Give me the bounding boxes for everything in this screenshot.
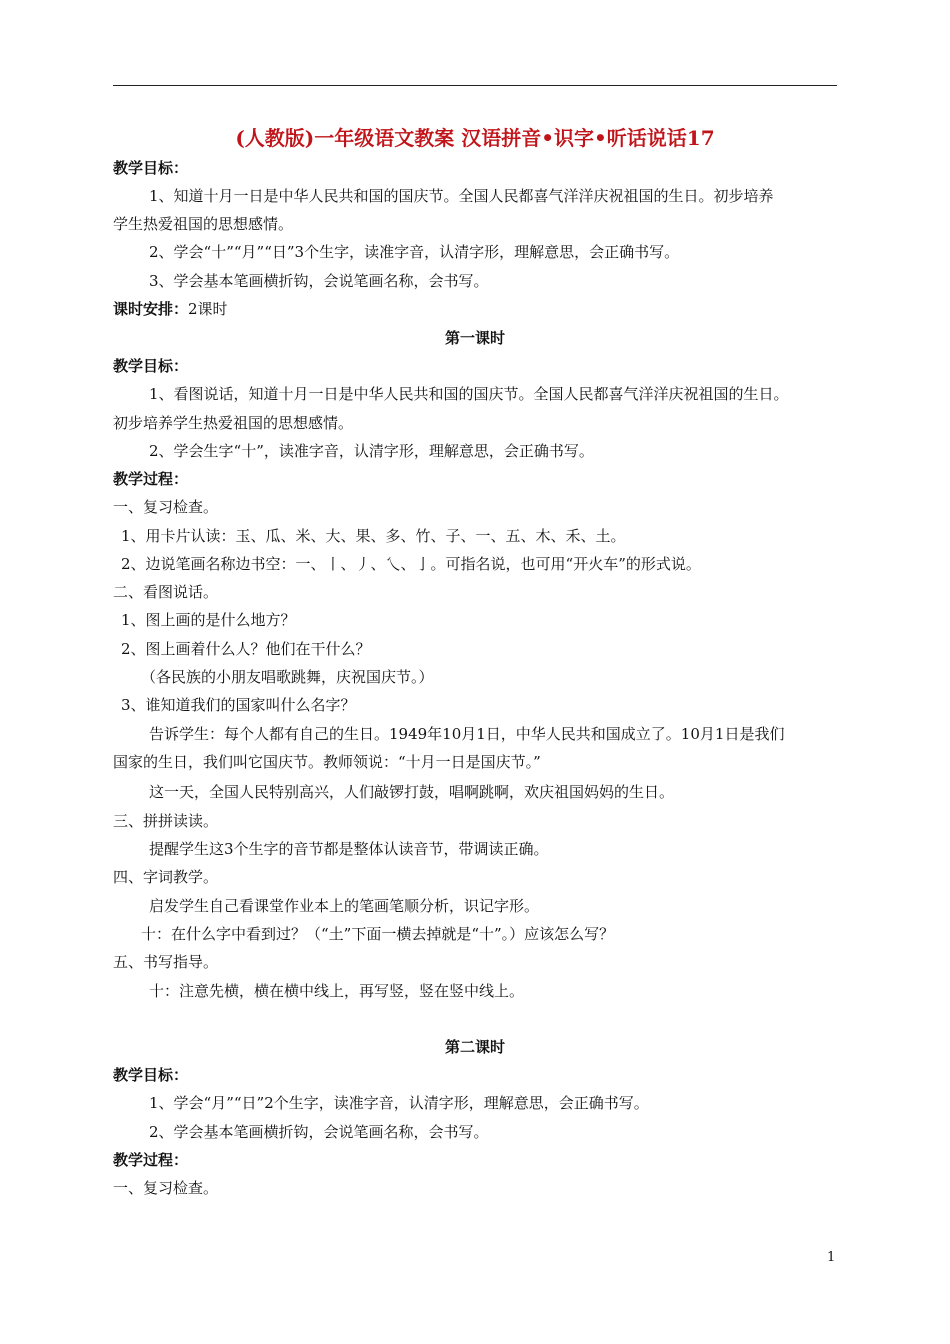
process-step-2-3-text-2: 国家的生日，我们叫它国庆节。教师领说：“十月一日是国庆节。” <box>113 753 541 771</box>
goal-2: 2、学会“十”“月”“日”3个生字，读准字音，认清字形，理解意思，会正确书写。 <box>149 243 680 261</box>
lesson-1-process-heading: 教学过程： <box>113 470 189 488</box>
process-step-5-text: 十：注意先横，横在横中线上，再写竖，竖在竖中线上。 <box>149 982 525 1000</box>
goal-3: 3、学会基本笔画横折钩，会说笔画名称，会书写。 <box>149 272 489 290</box>
schedule-value: 2课时 <box>188 300 228 318</box>
class-schedule <box>113 299 228 319</box>
process-step-4: 四、字词教学。 <box>113 868 219 886</box>
process-step-1: 一、复习检查。 <box>113 498 219 516</box>
lesson-2-process-heading: 教学过程： <box>113 1151 189 1169</box>
process-step-5: 五、书写指导。 <box>113 953 219 971</box>
process-step-2-2-note: （各民族的小朋友唱歌跳舞，庆祝国庆节。） <box>141 668 434 686</box>
section-heading-goals: 教学目标： <box>113 159 189 177</box>
process-step-3: 三、拼拼读读。 <box>113 812 219 830</box>
process-step-3-text: 提醒学生这3个生字的音节都是整体认读音节，带调读正确。 <box>149 840 549 858</box>
process-step-1-1: 1、用卡片认读：玉、瓜、米、大、果、多、竹、子、一、五、木、禾、土。 <box>121 527 626 545</box>
lesson-1-goal-2: 2、学会生字“十”，读准字音，认清字形，理解意思，会正确书写。 <box>149 442 594 460</box>
document-title: (人教版)一年级语文教案 汉语拼音•识字•听话说话17 <box>235 126 715 150</box>
lesson-1-goal-1-line-1: 1、看图说话，知道十月一日是中华人民共和国的国庆节。全国人民都喜气洋洋庆祝祖国的生日。 <box>149 385 789 403</box>
process-step-4-question: 十：在什么字中看到过？（“土”下面一横去掉就是“十”。）应该怎么写？ <box>141 925 615 943</box>
lesson-1-goals-heading: 教学目标： <box>113 357 189 375</box>
header-rule <box>113 85 837 86</box>
lesson-1-goal-1-line-2: 初步培养学生热爱祖国的思想感情。 <box>113 414 354 432</box>
process-step-2: 二、看图说话。 <box>113 583 219 601</box>
process-step-2-3: 3、谁知道我们的国家叫什么名字？ <box>121 696 356 714</box>
lesson-2-step-1: 一、复习检查。 <box>113 1179 219 1197</box>
lesson-2-goal-1: 1、学会“月”“日”2个生字，读准字音，认清字形，理解意思，会正确书写。 <box>149 1094 649 1112</box>
process-step-2-3-text-1: 告诉学生：每个人都有自己的生日。1949年10月1日，中华人民共和国成立了。10月1日是我们 <box>149 725 785 743</box>
page-number: 1 <box>827 1250 836 1265</box>
lesson-2-goals-heading: 教学目标： <box>113 1066 189 1084</box>
schedule-label: 课时安排： <box>113 300 189 318</box>
lesson-1-heading: 第一课时 <box>444 329 505 347</box>
process-step-4-text: 启发学生自己看课堂作业本上的笔画笔顺分析，识记字形。 <box>149 897 540 915</box>
process-step-2-2: 2、图上画着什么人？他们在干什么？ <box>121 640 371 658</box>
process-step-1-2: 2、边说笔画名称边书空：一、丨、丿、乀、亅。可指名说，也可用“开火车”的形式说。 <box>121 555 701 573</box>
process-step-2-3-text-3: 这一天，全国人民特别高兴，人们敲锣打鼓，唱啊跳啊，欢庆祖国妈妈的生日。 <box>149 783 675 801</box>
process-step-2-1: 1、图上画的是什么地方？ <box>121 611 296 629</box>
goal-1-line-2: 学生热爱祖国的思想感情。 <box>113 215 294 233</box>
lesson-2-goal-2: 2、学会基本笔画横折钩，会说笔画名称，会书写。 <box>149 1123 489 1141</box>
goal-1-line-1: 1、知道十月一日是中华人民共和国的国庆节。全国人民都喜气洋洋庆祝祖国的生日。初步培养 <box>149 187 774 205</box>
lesson-2-heading: 第二课时 <box>444 1038 505 1056</box>
